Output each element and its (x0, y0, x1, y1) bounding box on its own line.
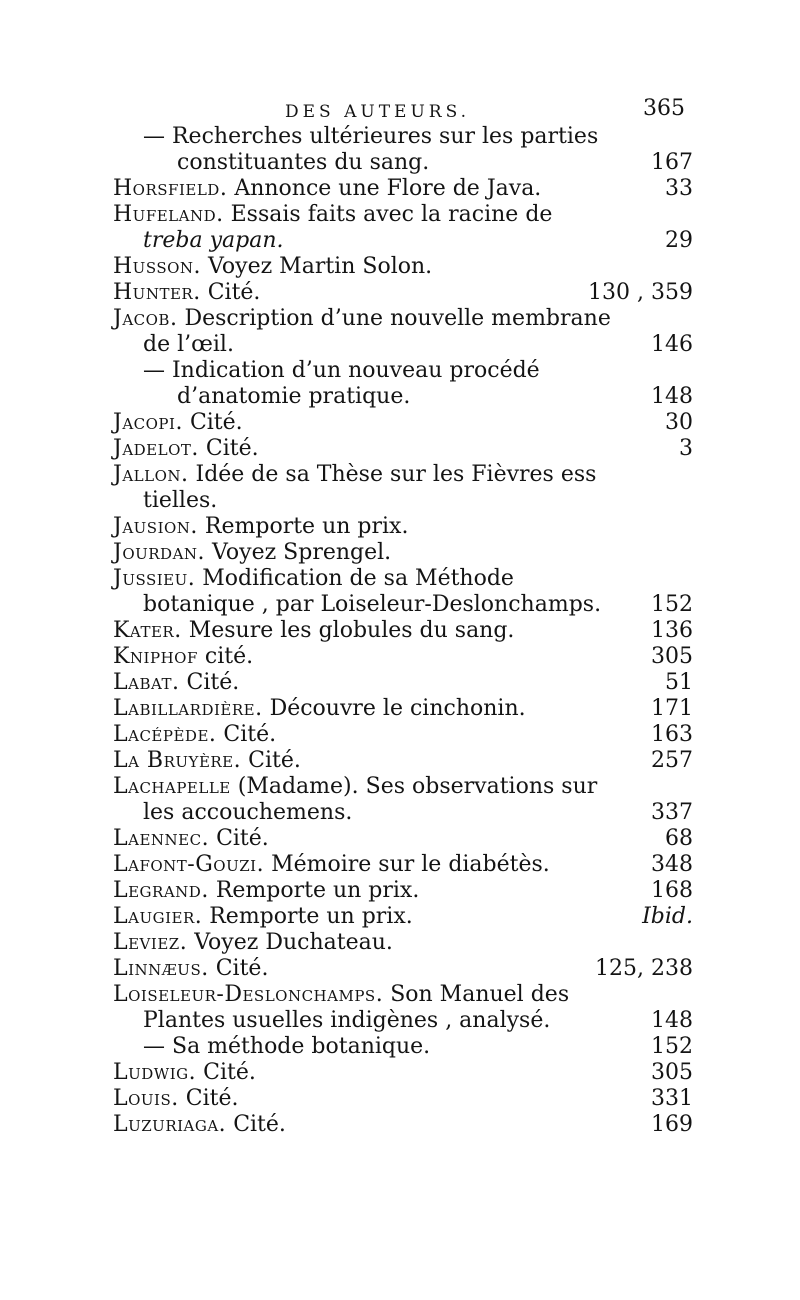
entry-page-reference: Ibid. (642, 904, 693, 929)
entry-text (113, 462, 693, 514)
entry-text (113, 1034, 693, 1060)
author-name: Jacopi. (113, 410, 183, 435)
index-entry (113, 826, 693, 852)
entry-text (113, 1060, 693, 1086)
author-name: Hunter. (113, 280, 201, 305)
index-entry (113, 202, 693, 254)
author-name: Jallon. (113, 462, 189, 487)
author-name: Luzuriaga. (113, 1112, 227, 1137)
index-entry (113, 358, 693, 410)
entry-text (113, 254, 693, 280)
author-name: Loiseleur-Deslonchamps. (113, 982, 384, 1007)
index-entry (113, 878, 693, 904)
entry-description: Cité. (205, 436, 259, 461)
index-entry (113, 956, 693, 982)
index-entry (113, 1086, 693, 1112)
index-entry (113, 930, 693, 956)
entry-description: Cité. (189, 410, 243, 435)
index-entry (113, 410, 693, 436)
entry-text (113, 1086, 693, 1112)
index-entry (113, 462, 693, 514)
entry-text (113, 358, 693, 410)
entry-description: — Sa méthode botanique. (143, 1034, 431, 1059)
index-entry (113, 514, 693, 540)
entry-text (113, 618, 693, 644)
author-name: Jausion. (113, 514, 198, 539)
entry-page-reference: 125, 238 (595, 956, 693, 981)
author-name: Laugier. (113, 904, 203, 929)
entry-description: Remporte un prix. (209, 904, 413, 929)
author-name: Labat. (113, 670, 180, 695)
author-name: Hufeland. (113, 202, 224, 227)
entry-description: Cité. (233, 1112, 286, 1137)
entry-page-reference: 3 (679, 436, 693, 461)
entry-page-reference: 152 (651, 1034, 693, 1059)
entry-text (113, 176, 693, 202)
entry-page-reference: 51 (665, 670, 693, 695)
entry-page-reference: 305 (651, 1060, 693, 1085)
index-entry (113, 696, 693, 722)
index-entry (113, 254, 693, 280)
entry-description: Mesure les globules du sang. (188, 618, 515, 643)
author-name: Labillardière. (113, 696, 263, 721)
entry-description: Cité. (186, 670, 240, 695)
author-name: Jadelot. (113, 436, 199, 461)
entry-description: Cité. (223, 722, 277, 747)
index-entry (113, 176, 693, 202)
entry-description: Cité. (185, 1086, 239, 1111)
entry-page-reference: 331 (651, 1086, 693, 1111)
entry-description: — Recherches ultérieures sur les parties constituantes du sang. (143, 124, 599, 175)
entry-page-reference: 130 , 359 (588, 280, 693, 305)
index-entry (113, 852, 693, 878)
author-name: La Bruyère. (113, 748, 242, 773)
entry-description: Remporte un prix. (204, 514, 409, 539)
entry-text (113, 904, 693, 930)
author-index-list (113, 124, 693, 1138)
entry-text (113, 1112, 693, 1138)
author-name: Legrand. (113, 878, 209, 903)
author-name: Lachapelle (113, 774, 231, 799)
index-entry (113, 1034, 693, 1060)
index-entry (113, 436, 693, 462)
entry-text (113, 696, 693, 722)
entry-text (113, 748, 693, 774)
entry-description: Mémoire sur le diabétès. (271, 852, 550, 877)
entry-page-reference: 168 (651, 878, 693, 903)
entry-text (113, 566, 693, 618)
entry-page-reference: 337 (651, 800, 693, 825)
entry-text (113, 124, 693, 176)
entry-description: Cité. (215, 956, 269, 981)
entry-description: Annonce une Flore de Java. (234, 176, 542, 201)
entry-description: Modification de sa Méthode botanique , par Loiseleur-Deslonchamps. (143, 566, 602, 617)
index-entry (113, 566, 693, 618)
page-number: 365 (643, 96, 685, 121)
entry-text (113, 644, 693, 670)
entry-text (113, 540, 693, 566)
index-entry (113, 774, 693, 826)
entry-description: — Indication d’un nouveau procédé d’anatomie pratique. (143, 358, 540, 409)
index-entry (113, 670, 693, 696)
entry-page-reference: 305 (651, 644, 693, 669)
author-name: Jussieu. (113, 566, 196, 591)
entry-description: Voyez Martin Solon. (208, 254, 433, 279)
index-entry (113, 306, 693, 358)
entry-page-reference: 348 (651, 852, 693, 877)
index-entry (113, 540, 693, 566)
author-name: Leviez. (113, 930, 188, 955)
header-title: DES AUTEURS. (285, 102, 471, 122)
entry-text (113, 514, 693, 540)
entry-description: (Madame). Ses observations sur les accouchemens. (143, 774, 598, 825)
entry-text (113, 670, 693, 696)
entry-text (113, 202, 693, 254)
author-name: Louis. (113, 1086, 179, 1111)
entry-description: Cité. (207, 280, 261, 305)
entry-description: Remporte un prix. (215, 878, 420, 903)
entry-page-reference: 152 (651, 592, 693, 617)
author-name: Kater. (113, 618, 182, 643)
entry-page-reference: 146 (651, 332, 693, 357)
entry-description: Cité. (248, 748, 301, 773)
entry-text (113, 436, 693, 462)
entry-description: Son Manuel des Plantes usuelles indigènes , analysé. (143, 982, 570, 1033)
index-entry (113, 618, 693, 644)
entry-description: Cité. (203, 1060, 256, 1085)
index-entry (113, 748, 693, 774)
entry-text (113, 722, 693, 748)
entry-page-reference: 167 (651, 150, 693, 175)
entry-description: Découvre le cinchonin. (269, 696, 526, 721)
entry-page-reference: 257 (651, 748, 693, 773)
entry-page-reference: 148 (651, 1008, 693, 1033)
entry-text (113, 930, 693, 956)
author-name: Lafont-Gouzi. (113, 852, 265, 877)
entry-description: Essais faits avec la racine de (230, 202, 553, 227)
index-entry (113, 124, 693, 176)
author-name: Lacépède. (113, 722, 217, 747)
index-entry (113, 280, 693, 306)
author-name: Horsfield. (113, 176, 228, 201)
entry-description: Voyez Duchateau. (194, 930, 393, 955)
entry-text (113, 826, 693, 852)
entry-page-reference: 171 (651, 696, 693, 721)
entry-page-reference: 148 (651, 384, 693, 409)
author-name: Kniphof (113, 644, 198, 669)
entry-description: Voyez Sprengel. (212, 540, 392, 565)
entry-page-reference: 163 (651, 722, 693, 747)
entry-page-reference: 68 (665, 826, 693, 851)
entry-page-reference: 30 (665, 410, 693, 435)
entry-description: Cité. (216, 826, 269, 851)
entry-text (113, 878, 693, 904)
entry-text (113, 852, 693, 878)
author-name: Jacob. (113, 306, 178, 331)
entry-text (113, 774, 693, 826)
index-entry (113, 1060, 693, 1086)
entry-page-reference: 29 (665, 228, 693, 253)
entry-text (113, 982, 693, 1034)
entry-description: cité. (204, 644, 254, 669)
entry-page-reference: 169 (651, 1112, 693, 1137)
author-name: Husson. (113, 254, 202, 279)
entry-text (113, 306, 693, 358)
entry-italic-term: treba yapan. (143, 228, 284, 253)
index-entry (113, 904, 693, 930)
entry-description: Description d’une nouvelle membrane de l’œil. (143, 306, 611, 357)
index-entry (113, 982, 693, 1034)
entry-page-reference: 136 (651, 618, 693, 643)
author-name: Jourdan. (113, 540, 206, 565)
index-entry (113, 722, 693, 748)
entry-description: Idée de sa Thèse sur les Fièvres ess tielles. (143, 462, 597, 513)
entry-text (113, 410, 693, 436)
author-name: Linnæus. (113, 956, 209, 981)
author-name: Laennec. (113, 826, 210, 851)
index-entry (113, 1112, 693, 1138)
index-entry (113, 644, 693, 670)
author-name: Ludwig. (113, 1060, 197, 1085)
entry-page-reference: 33 (665, 176, 693, 201)
